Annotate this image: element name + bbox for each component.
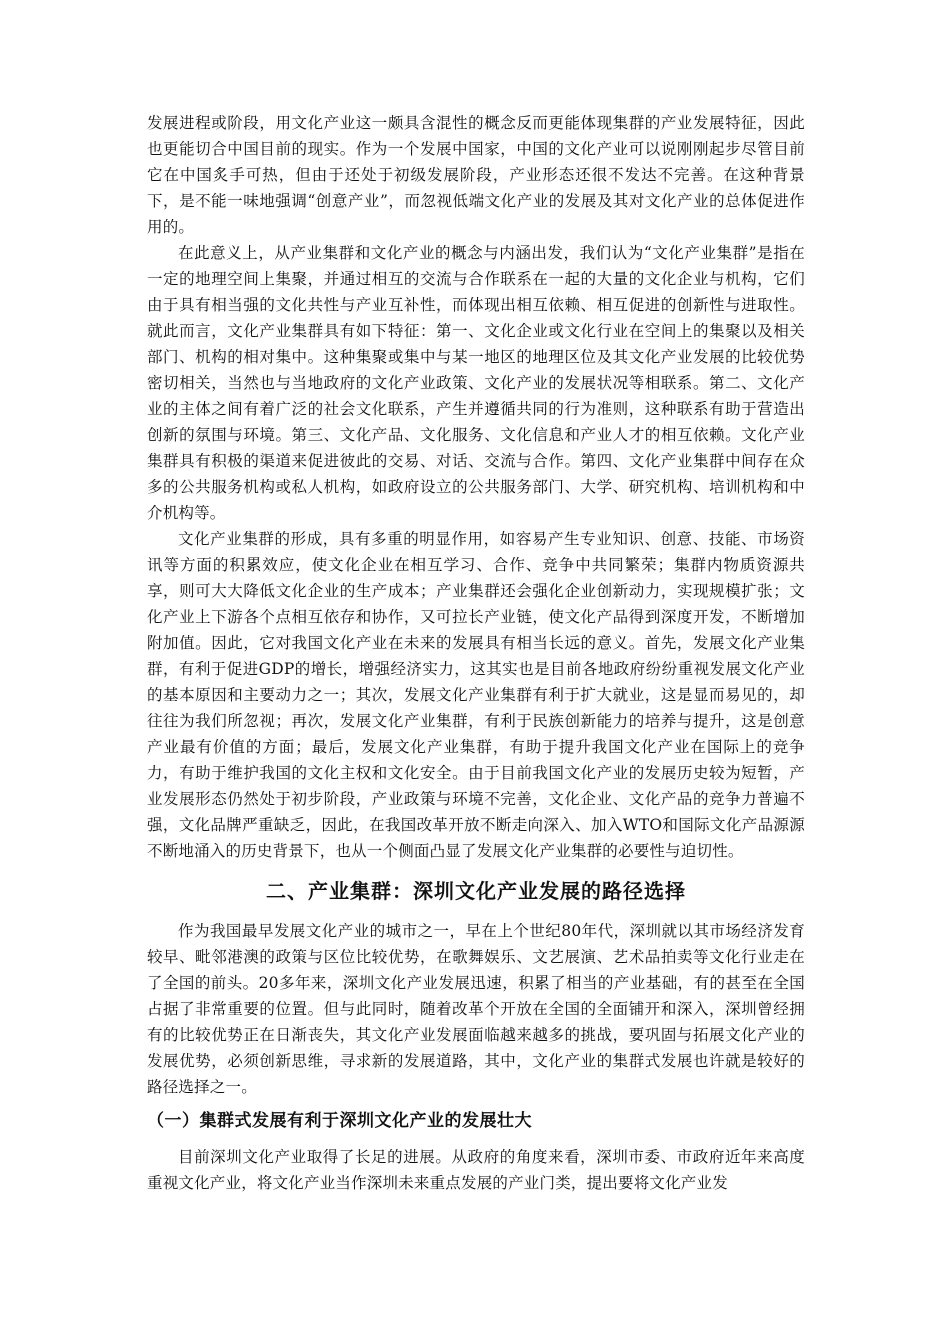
paragraph-shenzhen-progress: 目前深圳文化产业取得了长足的进展。从政府的角度来看，深圳市委、市政府近年来高度重视文化产业，将文化产业当作深圳未来重点发展的产业门类，提出要将文化产业发 <box>147 1148 805 1192</box>
document-page <box>147 110 805 1196</box>
paragraph-shenzhen-history: 作为我国最早发展文化产业的城市之一，早在上个世纪80年代，深圳就以其市场经济发育较早、毗邻港澳的政策与区位比较优势，在歌舞娱乐、文艺展演、艺术品拍卖等文化行业走在了全国的前头。20多年来，深圳文化产业发展迅速，积累了相当的产业基础，有的甚至在全国占据了非常重要的位置。但与此同时，随着改革个开放在全国的全面铺开和深入，深圳曾经拥有的比较优势正在日渐丧失，其文化产业发展面临越来越多的挑战，要巩固与拓展文化产业的发展优势，必须创新思维，寻求新的发展道路，其中，文化产业的集群式发展也许就是较好的路径选择之一。 <box>147 922 805 1096</box>
subsection-heading: （一）集群式发展有利于深圳文化产业的发展壮大 <box>147 1111 532 1131</box>
paragraph-definition: 在此意义上，从产业集群和文化产业的概念与内涵出发，我们认为“文化产业集群”是指在一定的地理空间上集聚，并通过相互的交流与合作联系在一起的大量的文化企业与机构，它们由于具有相当强的文化共性与产业互补性，而体现出相互依赖、相互促进的创新性与进取性。就此而言，文化产业集群具有如下特征：第一、文化企业或文化行业在空间上的集聚以及相关部门、机构的相对集中。这种集聚或集中与某一地区的地理区位及其文化产业发展的比较优势密切相关，当然也与当地政府的文化产业政策、文化产业的发展状况等相联系。第二、文化产业的主体之间有着广泛的社会文化联系，产生并遵循共同的行为准则，这种联系有助于营造出创新的氛围与环境。第三、文化产品、文化服务、文化信息和产业人才的相互依赖。文化产业集群具有积极的渠道来促进彼此的交易、对话、交流与合作。第四、文化产业集群中间存在众多的公共服务机构或私人机构，如政府设立的公共服务部门、大学、研究机构、培训机构和中介机构等。 <box>147 244 805 522</box>
paragraph-continued: 发展进程或阶段，用文化产业这一颇具含混性的概念反而更能体现集群的产业发展特征，因此也更能切合中国目前的现实。作为一个发展中国家，中国的文化产业可以说刚刚起步尽管目前它在中国炙手可热，但由于还处于初级发展阶段，产业形态还很不发达不完善。在这种背景下，是不能一味地强调“创意产业”，而忽视低端文化产业的发展及其对文化产业的总体促进作用的。 <box>147 114 805 236</box>
paragraph-effects: 文化产业集群的形成，具有多重的明显作用，如容易产生专业知识、创意、技能、市场资讯等方面的积累效应，使文化企业在相互学习、合作、竞争中共同繁荣；集群内物质资源共享，则可大大降低文化企业的生产成本；产业集群还会强化企业创新动力，实现规模扩张；文化产业上下游各个点相互依存和协作，又可拉长产业链，使文化产品得到深度开发，不断增加附加值。因此，它对我国文化产业在未来的发展具有相当长远的意义。首先，发展文化产业集群，有利于促进GDP的增长，增强经济实力，这其实也是目前各地政府纷纷重视发展文化产业的基本原因和主要动力之一；其次，发展文化产业集群有利于扩大就业，这是显而易见的，却往往为我们所忽视；再次，发展文化产业集群，有利于民族创新能力的培养与提升，这是创意产业最有价值的方面；最后，发展文化产业集群，有助于提升我国文化产业在国际上的竞争力，有助于维护我国的文化主权和文化安全。由于目前我国文化产业的发展历史较为短暂，产业发展形态仍然处于初步阶段，产业政策与环境不完善，文化企业、文化产品的竞争力普遍不强，文化品牌严重缺乏，因此，在我国改革开放不断走向深入、加入WTO和国际文化产品源源不断地涌入的历史背景下，也从一个侧面凸显了发展文化产业集群的必要性与迫切性。 <box>147 530 805 860</box>
section-heading: 二、产业集群：深圳文化产业发展的路径选择 <box>266 879 686 903</box>
